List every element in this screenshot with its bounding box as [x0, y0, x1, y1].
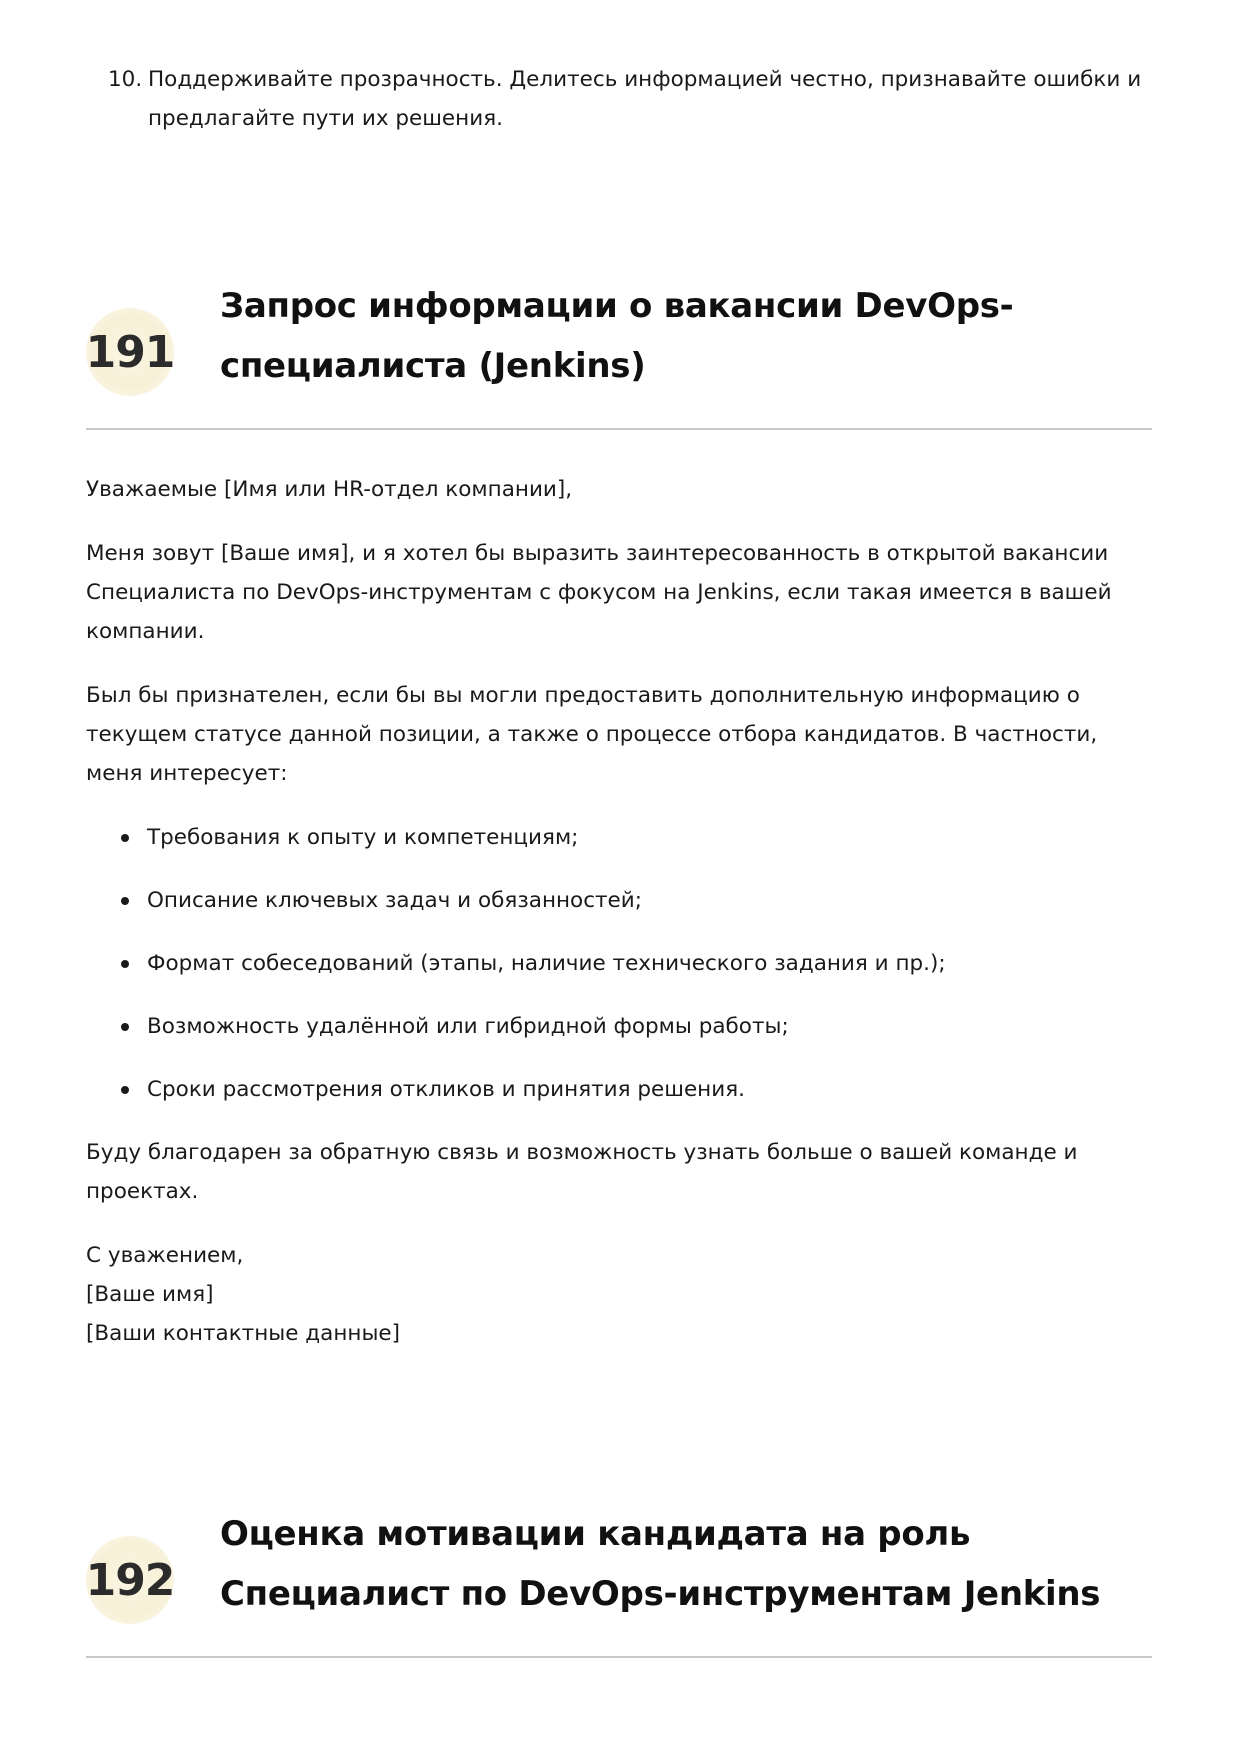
bullet-item: Возможность удалённой или гибридной формы работы;	[86, 1007, 1146, 1046]
contacts-placeholder: [Ваши контактные данные]	[86, 1321, 401, 1346]
section-divider	[86, 428, 1152, 430]
letter-greeting: Уважаемые [Имя или HR-отдел компании],	[86, 477, 573, 502]
bullet-item: Описание ключевых задач и обязанностей;	[86, 881, 1146, 920]
section-number-badge: 192	[86, 1536, 174, 1624]
section-title: Запрос информации о вакансии DevOps-специалиста (Jenkins)	[220, 286, 1014, 386]
section-title: Оценка мотивации кандидата на роль Специалист по DevOps-инструментам Jenkins	[220, 1514, 1101, 1614]
name-placeholder: [Ваше имя]	[86, 1282, 214, 1307]
numbered-list-item	[108, 60, 1158, 138]
letter-paragraph: Был бы признателен, если бы вы могли предоставить дополнительную информацию о текущем статусе данной позиции, а также о процессе отбора кандидатов. В частности, меня интересует:	[86, 683, 1098, 786]
section-divider	[86, 1656, 1152, 1658]
letter-closing: Буду благодарен за обратную связь и возможность узнать больше о вашей команде и проектах.	[86, 1140, 1078, 1204]
letter-body	[86, 470, 1146, 1378]
bullet-item: Сроки рассмотрения откликов и принятия решения.	[86, 1070, 1146, 1109]
bullet-item: Требования к опыту и компетенциям;	[86, 818, 1146, 857]
bullet-item: Формат собеседований (этапы, наличие технического задания и пр.);	[86, 944, 1146, 983]
bullet-list	[86, 818, 1146, 1109]
list-item-text: Поддерживайте прозрачность. Делитесь информацией честно, признавайте ошибки и предлагайте пути их решения.	[148, 67, 1142, 131]
letter-signature	[86, 1236, 1146, 1353]
list-item-number: 10.	[108, 67, 143, 92]
letter-paragraph: Меня зовут [Ваше имя], и я хотел бы выразить заинтересованность в открытой вакансии Специалиста по DevOps-инструментам с фокусом на Jenkins, если такая имеется в вашей компании.	[86, 541, 1112, 644]
section-number-badge: 191	[86, 308, 174, 396]
sign-off: С уважением,	[86, 1243, 244, 1268]
